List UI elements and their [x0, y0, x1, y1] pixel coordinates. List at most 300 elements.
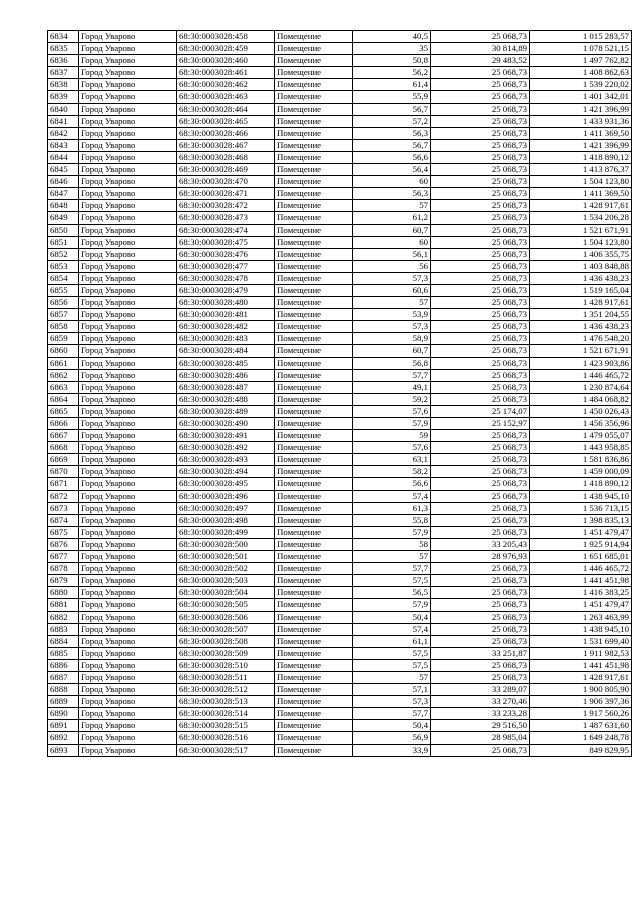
- object-type-cell: Помещение: [275, 575, 353, 587]
- object-type-cell: Помещение: [275, 31, 353, 43]
- object-type-cell: Помещение: [275, 297, 353, 309]
- table-row: [48, 744, 632, 756]
- settlement-cell: Город Уварово: [79, 369, 177, 381]
- cadastral-number-cell: 68:30:0003028:512: [177, 684, 275, 696]
- settlement-cell: Город Уварово: [79, 297, 177, 309]
- cadastral-value-cell: 1 398 835,13: [530, 514, 632, 526]
- table-row: [48, 551, 632, 563]
- settlement-cell: Город Уварово: [79, 599, 177, 611]
- cadastral-value-cell: 1 451 479,47: [530, 526, 632, 538]
- row-number-cell: 6836: [48, 55, 79, 67]
- row-number-cell: 6863: [48, 381, 79, 393]
- settlement-cell: Город Уварово: [79, 430, 177, 442]
- row-number-cell: 6849: [48, 212, 79, 224]
- cadastral-number-cell: 68:30:0003028:467: [177, 139, 275, 151]
- row-number-cell: 6878: [48, 563, 79, 575]
- unit-value-cell: 25 068,73: [431, 454, 530, 466]
- table-row: [48, 127, 632, 139]
- table-row: [48, 297, 632, 309]
- row-number-cell: 6854: [48, 272, 79, 284]
- cadastral-value-cell: 1 438 945,10: [530, 490, 632, 502]
- area-cell: 55,9: [353, 91, 431, 103]
- object-type-cell: Помещение: [275, 188, 353, 200]
- row-number-cell: 6837: [48, 67, 79, 79]
- row-number-cell: 6882: [48, 611, 79, 623]
- object-type-cell: Помещение: [275, 659, 353, 671]
- cadastral-number-cell: 68:30:0003028:463: [177, 91, 275, 103]
- area-cell: 59: [353, 430, 431, 442]
- area-cell: 50,4: [353, 611, 431, 623]
- cadastral-number-cell: 68:30:0003028:480: [177, 297, 275, 309]
- settlement-cell: Город Уварово: [79, 563, 177, 575]
- cadastral-value-cell: 1 906 397,36: [530, 696, 632, 708]
- unit-value-cell: 25 068,73: [431, 623, 530, 635]
- cadastral-value-cell: 1 443 958,85: [530, 442, 632, 454]
- settlement-cell: Город Уварово: [79, 696, 177, 708]
- settlement-cell: Город Уварово: [79, 236, 177, 248]
- unit-value-cell: 25 068,73: [431, 272, 530, 284]
- settlement-cell: Город Уварово: [79, 260, 177, 272]
- cadastral-number-cell: 68:30:0003028:507: [177, 623, 275, 635]
- table-row: [48, 466, 632, 478]
- unit-value-cell: 25 068,73: [431, 671, 530, 683]
- object-type-cell: Помещение: [275, 647, 353, 659]
- table-row: [48, 55, 632, 67]
- row-number-cell: 6859: [48, 333, 79, 345]
- settlement-cell: Город Уварово: [79, 466, 177, 478]
- table-row: [48, 200, 632, 212]
- row-number-cell: 6860: [48, 345, 79, 357]
- object-type-cell: Помещение: [275, 430, 353, 442]
- settlement-cell: Город Уварово: [79, 671, 177, 683]
- object-type-cell: Помещение: [275, 381, 353, 393]
- cadastral-value-cell: 1 441 451,98: [530, 575, 632, 587]
- area-cell: 57,6: [353, 405, 431, 417]
- row-number-cell: 6889: [48, 696, 79, 708]
- object-type-cell: Помещение: [275, 732, 353, 744]
- object-type-cell: Помещение: [275, 272, 353, 284]
- area-cell: 56,4: [353, 164, 431, 176]
- unit-value-cell: 25 068,73: [431, 466, 530, 478]
- area-cell: 56,3: [353, 127, 431, 139]
- object-type-cell: Помещение: [275, 671, 353, 683]
- cadastral-number-cell: 68:30:0003028:466: [177, 127, 275, 139]
- table-row: [48, 345, 632, 357]
- cadastral-value-cell: 1 531 699,40: [530, 635, 632, 647]
- table-row: [48, 333, 632, 345]
- cadastral-value-cell: 1 436 438,23: [530, 321, 632, 333]
- cadastral-number-cell: 68:30:0003028:475: [177, 236, 275, 248]
- table-row: [48, 671, 632, 683]
- unit-value-cell: 25 068,73: [431, 490, 530, 502]
- unit-value-cell: 25 068,73: [431, 442, 530, 454]
- area-cell: 57,5: [353, 575, 431, 587]
- table-row: [48, 103, 632, 115]
- table-row: [48, 478, 632, 490]
- area-cell: 33,9: [353, 744, 431, 756]
- unit-value-cell: 25 068,73: [431, 139, 530, 151]
- cadastral-value-cell: 1 484 068,82: [530, 393, 632, 405]
- settlement-cell: Город Уварово: [79, 720, 177, 732]
- object-type-cell: Помещение: [275, 200, 353, 212]
- unit-value-cell: 25 068,73: [431, 188, 530, 200]
- unit-value-cell: 25 068,73: [431, 115, 530, 127]
- cadastral-number-cell: 68:30:0003028:476: [177, 248, 275, 260]
- cadastral-value-cell: 1 446 465,72: [530, 563, 632, 575]
- unit-value-cell: 25 068,73: [431, 599, 530, 611]
- unit-value-cell: 25 068,73: [431, 526, 530, 538]
- area-cell: 56,7: [353, 139, 431, 151]
- unit-value-cell: 25 174,07: [431, 405, 530, 417]
- area-cell: 57,7: [353, 708, 431, 720]
- cadastral-value-cell: 1 456 356,96: [530, 418, 632, 430]
- table-row: [48, 684, 632, 696]
- cadastral-value-cell: 1 351 204,55: [530, 309, 632, 321]
- object-type-cell: Помещение: [275, 563, 353, 575]
- cadastral-value-cell: 1 536 713,15: [530, 502, 632, 514]
- unit-value-cell: 25 068,73: [431, 333, 530, 345]
- object-type-cell: Помещение: [275, 176, 353, 188]
- cadastral-number-cell: 68:30:0003028:514: [177, 708, 275, 720]
- settlement-cell: Город Уварово: [79, 164, 177, 176]
- unit-value-cell: 25 068,73: [431, 164, 530, 176]
- unit-value-cell: 25 152,97: [431, 418, 530, 430]
- row-number-cell: 6869: [48, 454, 79, 466]
- cadastral-value-cell: 1 479 055,07: [530, 430, 632, 442]
- unit-value-cell: 25 068,73: [431, 502, 530, 514]
- table-body: [48, 31, 632, 757]
- cadastral-number-cell: 68:30:0003028:482: [177, 321, 275, 333]
- cadastral-value-cell: 1 413 876,37: [530, 164, 632, 176]
- table-row: [48, 696, 632, 708]
- area-cell: 57,1: [353, 684, 431, 696]
- cadastral-number-cell: 68:30:0003028:508: [177, 635, 275, 647]
- area-cell: 35: [353, 43, 431, 55]
- cadastral-number-cell: 68:30:0003028:494: [177, 466, 275, 478]
- cadastral-number-cell: 68:30:0003028:502: [177, 563, 275, 575]
- settlement-cell: Город Уварово: [79, 381, 177, 393]
- cadastral-value-cell: 1 925 914,94: [530, 538, 632, 550]
- unit-value-cell: 33 233,28: [431, 708, 530, 720]
- object-type-cell: Помещение: [275, 551, 353, 563]
- object-type-cell: Помещение: [275, 79, 353, 91]
- settlement-cell: Город Уварово: [79, 55, 177, 67]
- cadastral-number-cell: 68:30:0003028:500: [177, 538, 275, 550]
- cadastral-value-cell: 1 401 342,01: [530, 91, 632, 103]
- cadastral-number-cell: 68:30:0003028:483: [177, 333, 275, 345]
- table-row: [48, 720, 632, 732]
- cadastral-value-cell: 1 476 548,20: [530, 333, 632, 345]
- unit-value-cell: 25 068,73: [431, 127, 530, 139]
- table-row: [48, 43, 632, 55]
- row-number-cell: 6852: [48, 248, 79, 260]
- settlement-cell: Город Уварово: [79, 333, 177, 345]
- area-cell: 61,4: [353, 79, 431, 91]
- area-cell: 57: [353, 200, 431, 212]
- table-row: [48, 708, 632, 720]
- object-type-cell: Помещение: [275, 357, 353, 369]
- settlement-cell: Город Уварово: [79, 79, 177, 91]
- area-cell: 58,9: [353, 333, 431, 345]
- row-number-cell: 6883: [48, 623, 79, 635]
- cadastral-value-cell: 1 649 248,78: [530, 732, 632, 744]
- table-row: [48, 611, 632, 623]
- area-cell: 63,1: [353, 454, 431, 466]
- unit-value-cell: 25 068,73: [431, 200, 530, 212]
- cadastral-number-cell: 68:30:0003028:488: [177, 393, 275, 405]
- area-cell: 50,8: [353, 55, 431, 67]
- object-type-cell: Помещение: [275, 635, 353, 647]
- table-row: [48, 91, 632, 103]
- area-cell: 57,9: [353, 418, 431, 430]
- unit-value-cell: 25 068,73: [431, 635, 530, 647]
- area-cell: 58: [353, 538, 431, 550]
- area-cell: 57,7: [353, 369, 431, 381]
- unit-value-cell: 25 068,73: [431, 430, 530, 442]
- settlement-cell: Город Уварово: [79, 442, 177, 454]
- area-cell: 60: [353, 176, 431, 188]
- cadastral-number-cell: 68:30:0003028:491: [177, 430, 275, 442]
- area-cell: 57,9: [353, 599, 431, 611]
- object-type-cell: Помещение: [275, 418, 353, 430]
- table-row: [48, 430, 632, 442]
- table-row: [48, 587, 632, 599]
- area-cell: 56,6: [353, 151, 431, 163]
- settlement-cell: Город Уварово: [79, 139, 177, 151]
- cadastral-value-cell: 849 829,95: [530, 744, 632, 756]
- row-number-cell: 6841: [48, 115, 79, 127]
- row-number-cell: 6850: [48, 224, 79, 236]
- object-type-cell: Помещение: [275, 67, 353, 79]
- unit-value-cell: 33 270,46: [431, 696, 530, 708]
- area-cell: 58,2: [353, 466, 431, 478]
- object-type-cell: Помещение: [275, 151, 353, 163]
- row-number-cell: 6840: [48, 103, 79, 115]
- cadastral-number-cell: 68:30:0003028:510: [177, 659, 275, 671]
- row-number-cell: 6871: [48, 478, 79, 490]
- cadastral-number-cell: 68:30:0003028:501: [177, 551, 275, 563]
- cadastral-value-cell: 1 416 383,25: [530, 587, 632, 599]
- cadastral-value-cell: 1 581 836,86: [530, 454, 632, 466]
- settlement-cell: Город Уварово: [79, 744, 177, 756]
- row-number-cell: 6848: [48, 200, 79, 212]
- table-row: [48, 224, 632, 236]
- cadastral-value-cell: 1 521 671,91: [530, 224, 632, 236]
- area-cell: 57: [353, 551, 431, 563]
- row-number-cell: 6845: [48, 164, 79, 176]
- settlement-cell: Город Уварово: [79, 309, 177, 321]
- table-row: [48, 357, 632, 369]
- row-number-cell: 6861: [48, 357, 79, 369]
- settlement-cell: Город Уварово: [79, 103, 177, 115]
- cadastral-number-cell: 68:30:0003028:506: [177, 611, 275, 623]
- row-number-cell: 6856: [48, 297, 79, 309]
- cadastral-value-cell: 1 900 805,90: [530, 684, 632, 696]
- cadastral-value-cell: 1 421 396,99: [530, 103, 632, 115]
- area-cell: 61,2: [353, 212, 431, 224]
- row-number-cell: 6891: [48, 720, 79, 732]
- cadastral-number-cell: 68:30:0003028:481: [177, 309, 275, 321]
- settlement-cell: Город Уварово: [79, 647, 177, 659]
- table-row: [48, 164, 632, 176]
- unit-value-cell: 25 068,73: [431, 151, 530, 163]
- settlement-cell: Город Уварово: [79, 684, 177, 696]
- table-row: [48, 490, 632, 502]
- unit-value-cell: 25 068,73: [431, 260, 530, 272]
- settlement-cell: Город Уварово: [79, 127, 177, 139]
- unit-value-cell: 25 068,73: [431, 176, 530, 188]
- settlement-cell: Город Уварово: [79, 115, 177, 127]
- unit-value-cell: 28 985,04: [431, 732, 530, 744]
- settlement-cell: Город Уварово: [79, 43, 177, 55]
- settlement-cell: Город Уварово: [79, 393, 177, 405]
- area-cell: 57,4: [353, 490, 431, 502]
- cadastral-value-cell: 1 418 890,12: [530, 478, 632, 490]
- table-row: [48, 260, 632, 272]
- object-type-cell: Помещение: [275, 587, 353, 599]
- unit-value-cell: 25 068,73: [431, 345, 530, 357]
- row-number-cell: 6842: [48, 127, 79, 139]
- object-type-cell: Помещение: [275, 103, 353, 115]
- object-type-cell: Помещение: [275, 684, 353, 696]
- settlement-cell: Город Уварово: [79, 284, 177, 296]
- table-row: [48, 575, 632, 587]
- unit-value-cell: 25 068,73: [431, 744, 530, 756]
- row-number-cell: 6847: [48, 188, 79, 200]
- row-number-cell: 6858: [48, 321, 79, 333]
- cadastral-value-cell: 1 411 369,50: [530, 188, 632, 200]
- row-number-cell: 6853: [48, 260, 79, 272]
- settlement-cell: Город Уварово: [79, 67, 177, 79]
- table-row: [48, 502, 632, 514]
- cadastral-number-cell: 68:30:0003028:517: [177, 744, 275, 756]
- object-type-cell: Помещение: [275, 490, 353, 502]
- cadastral-value-cell: 1 446 465,72: [530, 369, 632, 381]
- area-cell: 56,7: [353, 103, 431, 115]
- unit-value-cell: 25 068,73: [431, 284, 530, 296]
- row-number-cell: 6866: [48, 418, 79, 430]
- cadastral-value-cell: 1 438 945,10: [530, 623, 632, 635]
- settlement-cell: Город Уварово: [79, 514, 177, 526]
- row-number-cell: 6868: [48, 442, 79, 454]
- cadastral-number-cell: 68:30:0003028:516: [177, 732, 275, 744]
- object-type-cell: Помещение: [275, 538, 353, 550]
- area-cell: 57,7: [353, 563, 431, 575]
- object-type-cell: Помещение: [275, 127, 353, 139]
- row-number-cell: 6867: [48, 430, 79, 442]
- row-number-cell: 6887: [48, 671, 79, 683]
- settlement-cell: Город Уварово: [79, 151, 177, 163]
- area-cell: 61,1: [353, 635, 431, 647]
- area-cell: 57,9: [353, 526, 431, 538]
- row-number-cell: 6874: [48, 514, 79, 526]
- table-row: [48, 67, 632, 79]
- object-type-cell: Помещение: [275, 405, 353, 417]
- settlement-cell: Город Уварово: [79, 490, 177, 502]
- table-row: [48, 538, 632, 550]
- area-cell: 53,9: [353, 309, 431, 321]
- row-number-cell: 6844: [48, 151, 79, 163]
- row-number-cell: 6862: [48, 369, 79, 381]
- row-number-cell: 6875: [48, 526, 79, 538]
- area-cell: 56,5: [353, 587, 431, 599]
- cadastral-number-cell: 68:30:0003028:478: [177, 272, 275, 284]
- object-type-cell: Помещение: [275, 321, 353, 333]
- cadastral-number-cell: 68:30:0003028:458: [177, 31, 275, 43]
- row-number-cell: 6838: [48, 79, 79, 91]
- cadastral-value-cell: 1 406 355,75: [530, 248, 632, 260]
- row-number-cell: 6846: [48, 176, 79, 188]
- object-type-cell: Помещение: [275, 526, 353, 538]
- area-cell: 61,3: [353, 502, 431, 514]
- object-type-cell: Помещение: [275, 236, 353, 248]
- cadastral-number-cell: 68:30:0003028:492: [177, 442, 275, 454]
- unit-value-cell: 25 068,73: [431, 212, 530, 224]
- settlement-cell: Город Уварово: [79, 478, 177, 490]
- cadastral-number-cell: 68:30:0003028:496: [177, 490, 275, 502]
- cadastral-value-cell: 1 651 685,01: [530, 551, 632, 563]
- area-cell: 50,4: [353, 720, 431, 732]
- cadastral-value-cell: 1 911 982,53: [530, 647, 632, 659]
- table-row: [48, 623, 632, 635]
- cadastral-value-cell: 1 403 848,88: [530, 260, 632, 272]
- object-type-cell: Помещение: [275, 369, 353, 381]
- area-cell: 57: [353, 297, 431, 309]
- object-type-cell: Помещение: [275, 284, 353, 296]
- cadastral-number-cell: 68:30:0003028:486: [177, 369, 275, 381]
- row-number-cell: 6834: [48, 31, 79, 43]
- object-type-cell: Помещение: [275, 442, 353, 454]
- cadastral-value-cell: 1 519 165,04: [530, 284, 632, 296]
- table-row: [48, 442, 632, 454]
- settlement-cell: Город Уварово: [79, 611, 177, 623]
- cadastral-number-cell: 68:30:0003028:462: [177, 79, 275, 91]
- cadastral-number-cell: 68:30:0003028:470: [177, 176, 275, 188]
- object-type-cell: Помещение: [275, 720, 353, 732]
- cadastral-number-cell: 68:30:0003028:459: [177, 43, 275, 55]
- row-number-cell: 6873: [48, 502, 79, 514]
- area-cell: 49,1: [353, 381, 431, 393]
- settlement-cell: Город Уварово: [79, 538, 177, 550]
- unit-value-cell: 25 068,73: [431, 67, 530, 79]
- area-cell: 56,3: [353, 188, 431, 200]
- area-cell: 57: [353, 671, 431, 683]
- object-type-cell: Помещение: [275, 91, 353, 103]
- unit-value-cell: 25 068,73: [431, 381, 530, 393]
- settlement-cell: Город Уварово: [79, 188, 177, 200]
- cadastral-value-cell: 1 534 206,28: [530, 212, 632, 224]
- row-number-cell: 6851: [48, 236, 79, 248]
- cadastral-value-cell: 1 411 369,50: [530, 127, 632, 139]
- row-number-cell: 6876: [48, 538, 79, 550]
- cadastral-number-cell: 68:30:0003028:487: [177, 381, 275, 393]
- settlement-cell: Город Уварово: [79, 623, 177, 635]
- cadastral-number-cell: 68:30:0003028:493: [177, 454, 275, 466]
- settlement-cell: Город Уварово: [79, 405, 177, 417]
- cadastral-number-cell: 68:30:0003028:464: [177, 103, 275, 115]
- object-type-cell: Помещение: [275, 454, 353, 466]
- table-row: [48, 405, 632, 417]
- area-cell: 57,5: [353, 647, 431, 659]
- table-row: [48, 514, 632, 526]
- object-type-cell: Помещение: [275, 696, 353, 708]
- unit-value-cell: 25 068,73: [431, 321, 530, 333]
- unit-value-cell: 25 068,73: [431, 393, 530, 405]
- cadastral-value-cell: 1 230 874,64: [530, 381, 632, 393]
- cadastral-value-cell: 1 504 123,80: [530, 236, 632, 248]
- table-row: [48, 526, 632, 538]
- table-row: [48, 732, 632, 744]
